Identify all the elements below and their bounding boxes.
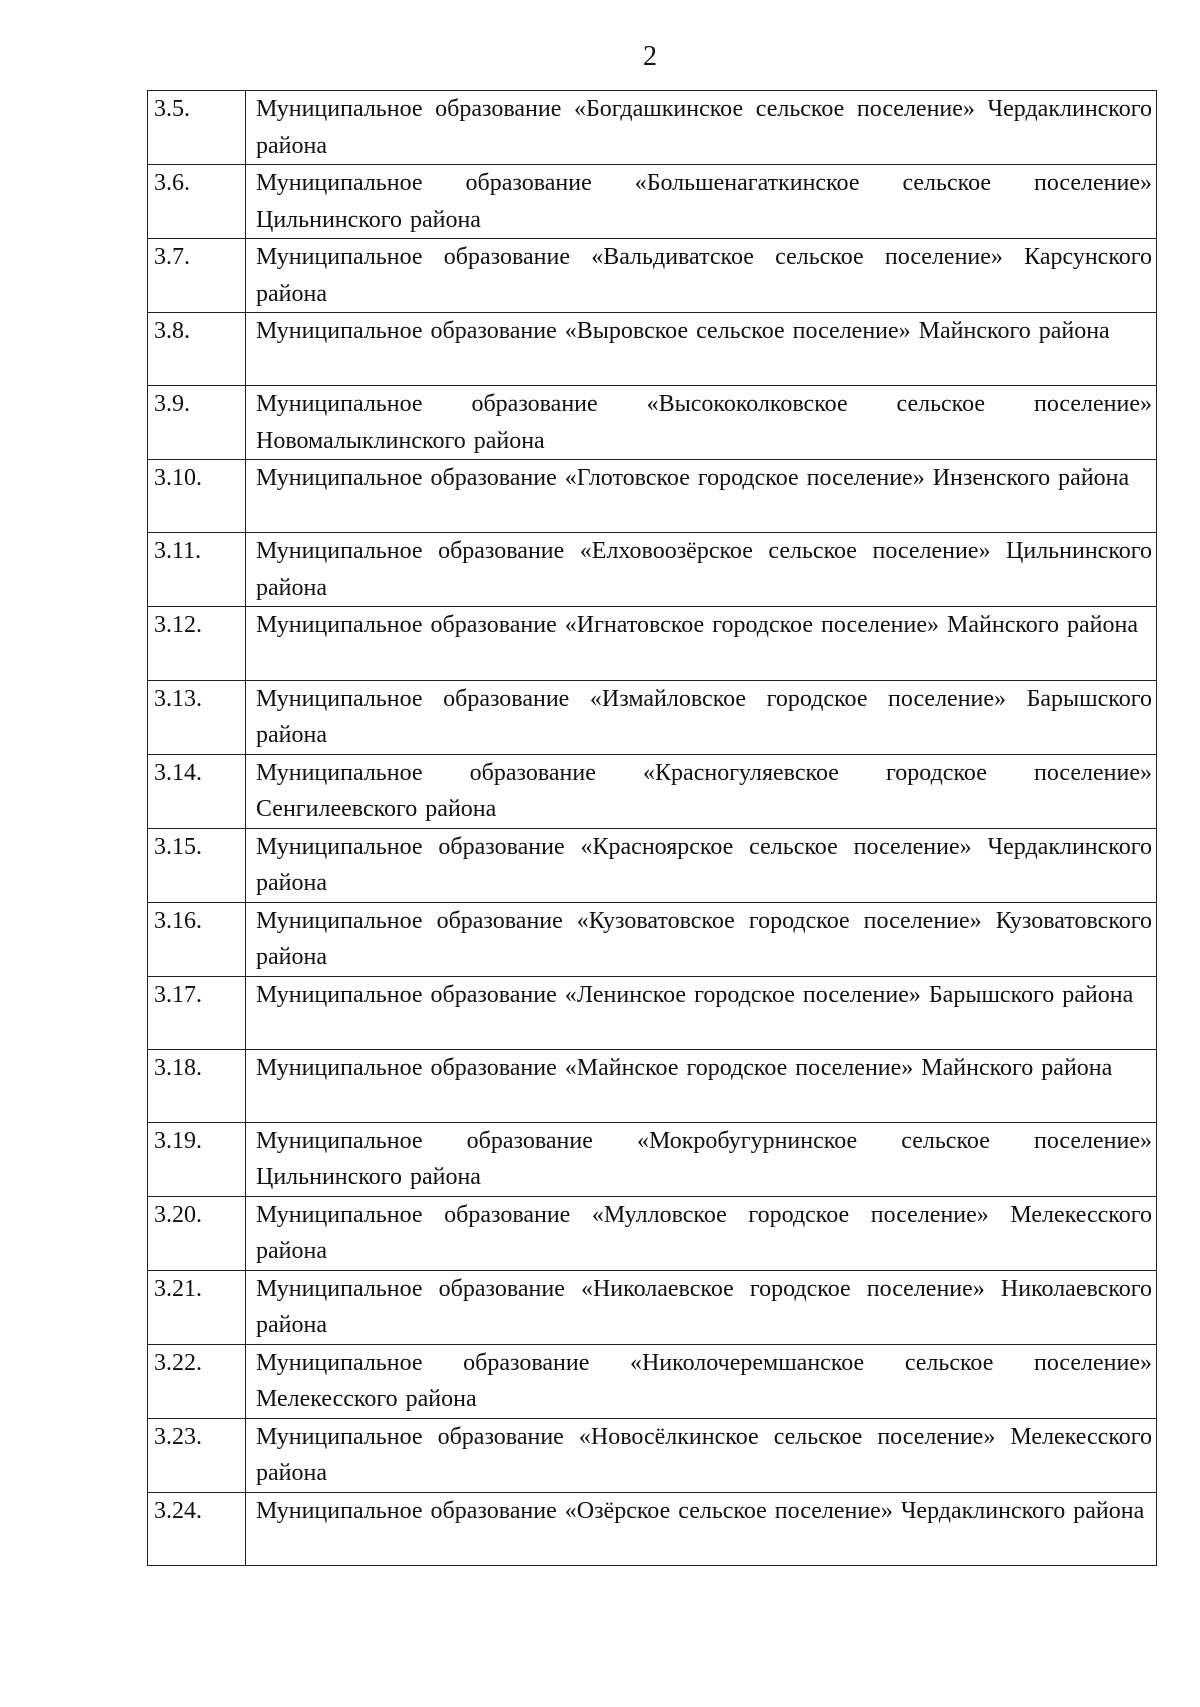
row-text: Муниципальное образование «Новосёлкинское сельское поселение» Мелекесского района bbox=[246, 1418, 1157, 1492]
table-row bbox=[148, 165, 1157, 239]
row-text: Муниципальное образование «Николаевское городское поселение» Николаевского района bbox=[246, 1270, 1157, 1344]
row-text: Муниципальное образование «Елховоозёрское сельское поселение» Цильнинского района bbox=[246, 533, 1157, 607]
table-row bbox=[148, 902, 1157, 976]
municipalities-table bbox=[147, 90, 1157, 1566]
table-row bbox=[148, 828, 1157, 902]
row-number: 3.10. bbox=[148, 460, 246, 533]
table-row bbox=[148, 1418, 1157, 1492]
row-text: Муниципальное образование «Красноярское сельское поселение» Чердаклинского района bbox=[246, 828, 1157, 902]
row-text: Муниципальное образование «Мокробугурнинское сельское поселение» Цильнинского района bbox=[246, 1122, 1157, 1196]
page-number: 2 bbox=[643, 41, 657, 72]
row-text: Муниципальное образование «Николочеремшанское сельское поселение» Мелекесского района bbox=[246, 1344, 1157, 1418]
table-row bbox=[148, 533, 1157, 607]
table-row bbox=[148, 1122, 1157, 1196]
row-number: 3.17. bbox=[148, 976, 246, 1049]
row-number: 3.16. bbox=[148, 902, 246, 976]
row-text: Муниципальное образование «Озёрское сельское поселение» Чердаклинского района bbox=[246, 1492, 1157, 1565]
row-number: 3.14. bbox=[148, 754, 246, 828]
row-number: 3.22. bbox=[148, 1344, 246, 1418]
row-text: Муниципальное образование «Глотовское городское поселение» Инзенского района bbox=[246, 460, 1157, 533]
row-number: 3.8. bbox=[148, 313, 246, 386]
table-row bbox=[148, 1049, 1157, 1122]
table-row bbox=[148, 91, 1157, 165]
table-row bbox=[148, 1196, 1157, 1270]
row-number: 3.19. bbox=[148, 1122, 246, 1196]
table-row bbox=[148, 313, 1157, 386]
row-number: 3.5. bbox=[148, 91, 246, 165]
row-number: 3.20. bbox=[148, 1196, 246, 1270]
table-row bbox=[148, 1344, 1157, 1418]
row-text: Муниципальное образование «Мулловское городское поселение» Мелекесского района bbox=[246, 1196, 1157, 1270]
row-number: 3.15. bbox=[148, 828, 246, 902]
table-row bbox=[148, 607, 1157, 680]
table-row bbox=[148, 1492, 1157, 1565]
row-text: Муниципальное образование «Ленинское городское поселение» Барышского района bbox=[246, 976, 1157, 1049]
row-number: 3.6. bbox=[148, 165, 246, 239]
table-row bbox=[148, 239, 1157, 313]
row-text: Муниципальное образование «Майнское городское поселение» Майнского района bbox=[246, 1049, 1157, 1122]
table-row bbox=[148, 1270, 1157, 1344]
table-row bbox=[148, 386, 1157, 460]
row-text: Муниципальное образование «Выровское сельское поселение» Майнского района bbox=[246, 313, 1157, 386]
row-number: 3.23. bbox=[148, 1418, 246, 1492]
row-text: Муниципальное образование «Красногуляевское городское поселение» Сенгилеевского района bbox=[246, 754, 1157, 828]
row-number: 3.7. bbox=[148, 239, 246, 313]
row-number: 3.24. bbox=[148, 1492, 246, 1565]
row-number: 3.13. bbox=[148, 680, 246, 754]
table-row bbox=[148, 976, 1157, 1049]
row-text: Муниципальное образование «Высококолковское сельское поселение» Новомалыклинского района bbox=[246, 386, 1157, 460]
table-row bbox=[148, 754, 1157, 828]
row-number: 3.11. bbox=[148, 533, 246, 607]
row-text: Муниципальное образование «Кузоватовское городское поселение» Кузоватовского района bbox=[246, 902, 1157, 976]
row-text: Муниципальное образование «Богдашкинское сельское поселение» Чердаклинского района bbox=[246, 91, 1157, 165]
row-number: 3.18. bbox=[148, 1049, 246, 1122]
table-row bbox=[148, 680, 1157, 754]
row-text: Муниципальное образование «Измайловское городское поселение» Барышского района bbox=[246, 680, 1157, 754]
row-number: 3.12. bbox=[148, 607, 246, 680]
row-number: 3.9. bbox=[148, 386, 246, 460]
row-text: Муниципальное образование «Большенагаткинское сельское поселение» Цильнинского района bbox=[246, 165, 1157, 239]
row-number: 3.21. bbox=[148, 1270, 246, 1344]
row-text: Муниципальное образование «Вальдиватское сельское поселение» Карсунского района bbox=[246, 239, 1157, 313]
row-text: Муниципальное образование «Игнатовское городское поселение» Майнского района bbox=[246, 607, 1157, 680]
table-row bbox=[148, 460, 1157, 533]
